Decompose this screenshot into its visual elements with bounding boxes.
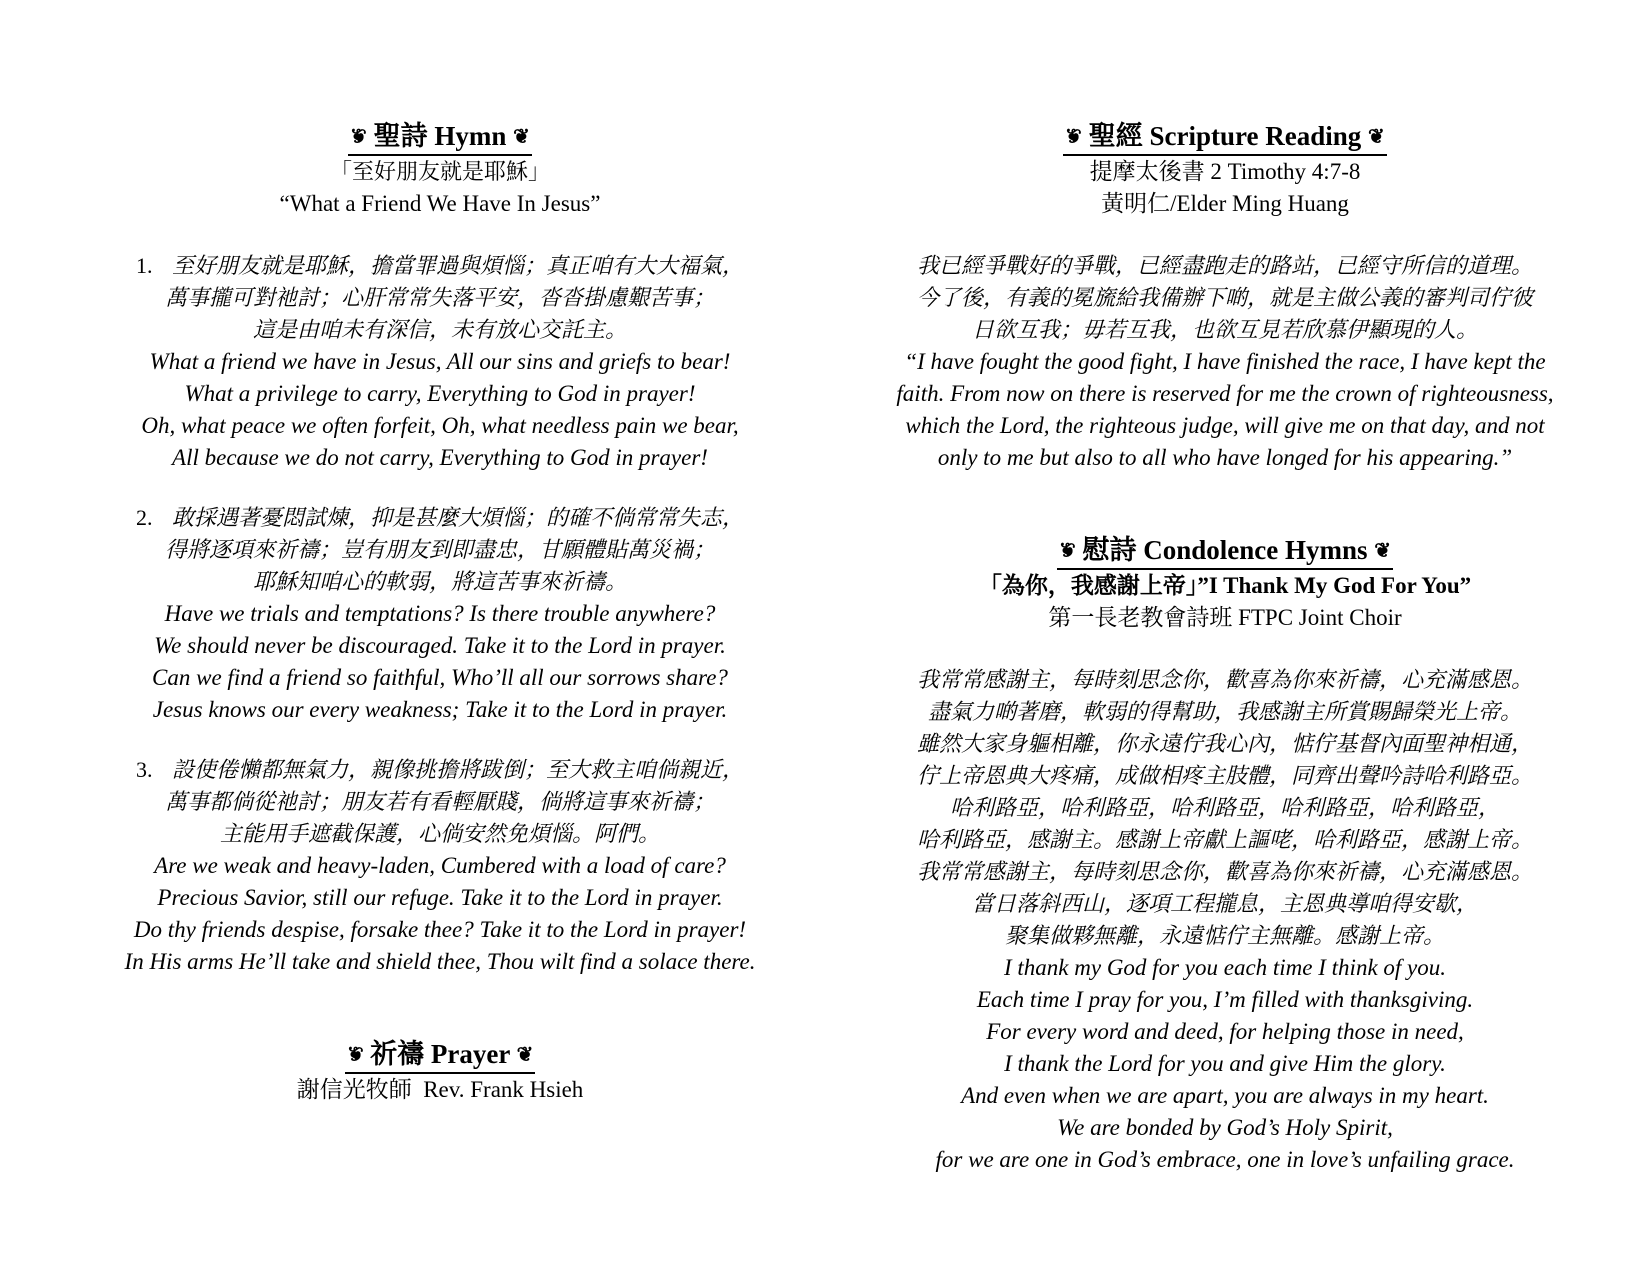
hymn-heading-zh: 聖詩 bbox=[373, 121, 428, 151]
verse-en-line: All because we do not carry, Everything to God in prayer! bbox=[172, 445, 708, 470]
verse-zh-line: 萬事都倘從祂討；朋友若有看輕厭賤，倘將這事來祈禱； bbox=[164, 789, 715, 814]
verse-zh-line: 主能用手遮截保護，心倘安然免煩惱。阿們。 bbox=[219, 821, 660, 846]
scripture-zh-line: 我已經爭戰好的爭戰，已經盡跑走的路站，已經守所信的道理。 bbox=[916, 253, 1533, 278]
condolence-zh-line: 盡氣力啲著磨，軟弱的得幫助，我感謝主所賞賜歸榮光上帝。 bbox=[927, 699, 1522, 724]
verse-en-line: Are we weak and heavy-laden, Cumbered with a load of care? bbox=[154, 853, 726, 878]
prayer-section bbox=[60, 1038, 820, 1106]
verse-en-line: Can we find a friend so faithful, Who’ll all our sorrows share? bbox=[152, 665, 728, 690]
verse-en-line: Precious Savior, still our refuge. Take it to the Lord in prayer. bbox=[157, 885, 723, 910]
verse-number: 3. bbox=[135, 757, 153, 782]
prayer-heading-en: Prayer bbox=[430, 1039, 510, 1069]
scroll-ornament-icon: ❦ bbox=[350, 126, 367, 148]
scripture-heading bbox=[1063, 120, 1387, 156]
condolence-en-line: I thank the Lord for you and give Him the glory. bbox=[1004, 1051, 1446, 1076]
scroll-ornament-icon: ❦ bbox=[1368, 126, 1385, 148]
scripture-reference: 提摩太後書 2 Timothy 4:7-8 bbox=[1089, 159, 1361, 184]
scroll-ornament-icon: ❦ bbox=[513, 126, 530, 148]
scripture-heading-zh: 聖經 bbox=[1088, 121, 1143, 151]
verse-en-line: What a friend we have in Jesus, All our sins and griefs to bear! bbox=[149, 349, 731, 374]
verse-en-line: Jesus knows our every weakness; Take it to the Lord in prayer. bbox=[152, 697, 728, 722]
condolence-en-line: We are bonded by God’s Holy Spirit, bbox=[1057, 1115, 1393, 1140]
condolence-zh-line: 雖然大家身軀相離，你永遠佇我心內，惦佇基督內面聖神相通， bbox=[916, 731, 1533, 756]
scripture-zh-line: 今了後，有義的冕旒給我備辦下啲，就是主做公義的審判司佇彼 bbox=[916, 285, 1533, 310]
condolence-zh-line: 哈利路亞，感謝主。感謝上帝獻上謳咾，哈利路亞，感謝上帝。 bbox=[916, 827, 1533, 852]
scroll-ornament-icon: ❦ bbox=[1058, 540, 1076, 562]
verse-zh-line: 得將逐項來祈禱；豈有朋友到即盡忠，甘願體貼萬災禍； bbox=[164, 537, 715, 562]
verse-zh-line: 2. 敢採遇著憂悶試煉，抑是甚麼大煩惱；的確不倘常常失志， bbox=[60, 502, 820, 534]
condolence-zh-line: 當日落斜西山，逐項工程攏息，主恩典導咱得安歇， bbox=[971, 891, 1478, 916]
condolence-performer: 第一長老教會詩班 FTPC Joint Choir bbox=[1048, 605, 1402, 630]
scripture-section bbox=[845, 120, 1605, 474]
verse-en-line: Have we trials and temptations? Is there trouble anywhere? bbox=[164, 601, 716, 626]
scroll-ornament-icon: ❦ bbox=[516, 1044, 534, 1066]
hymn-section bbox=[60, 120, 820, 978]
verse-en-line: We should never be discouraged. Take it to the Lord in prayer. bbox=[154, 633, 726, 658]
condolence-en-line: Each time I pray for you, I’m filled with thanksgiving. bbox=[976, 987, 1474, 1012]
hymn-heading bbox=[348, 120, 532, 156]
scripture-zh-line: 日欲互我；毋若互我，也欲互見若欣慕伊顯現的人。 bbox=[971, 317, 1478, 342]
hymn-heading-en: Hymn bbox=[434, 121, 507, 151]
verse-zh-line: 1. 至好朋友就是耶穌，擔當罪過與煩惱；真正咱有大大福氣， bbox=[60, 250, 820, 282]
hymn-verse-2 bbox=[60, 502, 820, 726]
hymn-title-zh: 「至好朋友就是耶穌」 bbox=[329, 159, 550, 184]
scripture-heading-en: Scripture Reading bbox=[1149, 121, 1362, 151]
condolence-zh-line: 我常常感謝主，每時刻思念你，歡喜為你來祈禱，心充滿感恩。 bbox=[916, 667, 1533, 692]
hymn-verse-1 bbox=[60, 250, 820, 474]
prayer-heading-zh: 祈禱 bbox=[370, 1039, 425, 1069]
condolence-en-line: For every word and deed, for helping those in need, bbox=[986, 1019, 1464, 1044]
verse-en-line: Oh, what peace we often forfeit, Oh, what needless pain we bear, bbox=[141, 413, 739, 438]
verse-en-line: What a privilege to carry, Everything to God in prayer! bbox=[184, 381, 696, 406]
hymn-title-en: “What a Friend We Have In Jesus” bbox=[279, 191, 601, 216]
scroll-ornament-icon: ❦ bbox=[346, 1044, 364, 1066]
verse-number: 1. bbox=[135, 253, 153, 278]
verse-en-line: In His arms He’ll take and shield thee, Thou wilt find a solace there. bbox=[124, 949, 756, 974]
scripture-reader: 黃明仁/Elder Ming Huang bbox=[1101, 191, 1349, 216]
condolence-heading-en: Condolence Hymns bbox=[1143, 535, 1368, 565]
prayer-leader: 謝信光牧師 Rev. Frank Hsieh bbox=[296, 1077, 584, 1102]
scroll-ornament-icon: ❦ bbox=[1065, 126, 1082, 148]
verse-zh-line: 這是由咱未有深信，未有放心交託主。 bbox=[252, 317, 627, 342]
condolence-heading-zh: 慰詩 bbox=[1082, 535, 1137, 565]
right-column bbox=[845, 120, 1605, 1176]
hymn-verse-3 bbox=[60, 754, 820, 978]
scroll-ornament-icon: ❦ bbox=[1374, 540, 1392, 562]
prayer-heading bbox=[345, 1038, 536, 1074]
condolence-heading bbox=[1057, 534, 1393, 570]
condolence-en-line: And even when we are apart, you are always in my heart. bbox=[961, 1083, 1489, 1108]
left-column bbox=[60, 120, 820, 1106]
verse-number: 2. bbox=[135, 505, 153, 530]
condolence-zh-line: 佇上帝恩典大疼痛，成做相疼主肢體，同齊出聲吟詩哈利路亞。 bbox=[916, 763, 1533, 788]
condolence-section bbox=[845, 534, 1605, 1176]
verse-zh-line: 萬事攏可對祂討；心肝常常失落平安，沓沓掛慮艱苦事； bbox=[164, 285, 715, 310]
condolence-zh-line: 哈利路亞，哈利路亞，哈利路亞，哈利路亞，哈利路亞， bbox=[949, 795, 1500, 820]
scripture-en-line: which the Lord, the righteous judge, will give me on that day, and not bbox=[905, 413, 1545, 438]
scripture-en-line: “I have fought the good fight, I have finished the race, I have kept the bbox=[904, 349, 1546, 374]
condolence-en-line: I thank my God for you each time I think of you. bbox=[1004, 955, 1446, 980]
scripture-en-line: only to me but also to all who have longed for his appearing.” bbox=[937, 445, 1513, 470]
condolence-en-line: for we are one in God’s embrace, one in love’s unfailing grace. bbox=[935, 1147, 1515, 1172]
verse-en-line: Do thy friends despise, forsake thee? Take it to the Lord in prayer! bbox=[133, 917, 747, 942]
condolence-title: 「為你，我感謝上帝」”I Thank My God For You” bbox=[978, 573, 1472, 598]
scripture-en-line: faith. From now on there is reserved for me the crown of righteousness, bbox=[896, 381, 1554, 406]
condolence-zh-line: 我常常感謝主，每時刻思念你，歡喜為你來祈禱，心充滿感恩。 bbox=[916, 859, 1533, 884]
condolence-zh-line: 聚集做夥無離，永遠惦佇主無離。感謝上帝。 bbox=[1004, 923, 1445, 948]
verse-zh-line: 耶穌知咱心的軟弱，將這苦事來祈禱。 bbox=[252, 569, 627, 594]
verse-zh-line: 3. 設使倦懶都無氣力，親像挑擔將跋倒；至大救主咱倘親近， bbox=[60, 754, 820, 786]
